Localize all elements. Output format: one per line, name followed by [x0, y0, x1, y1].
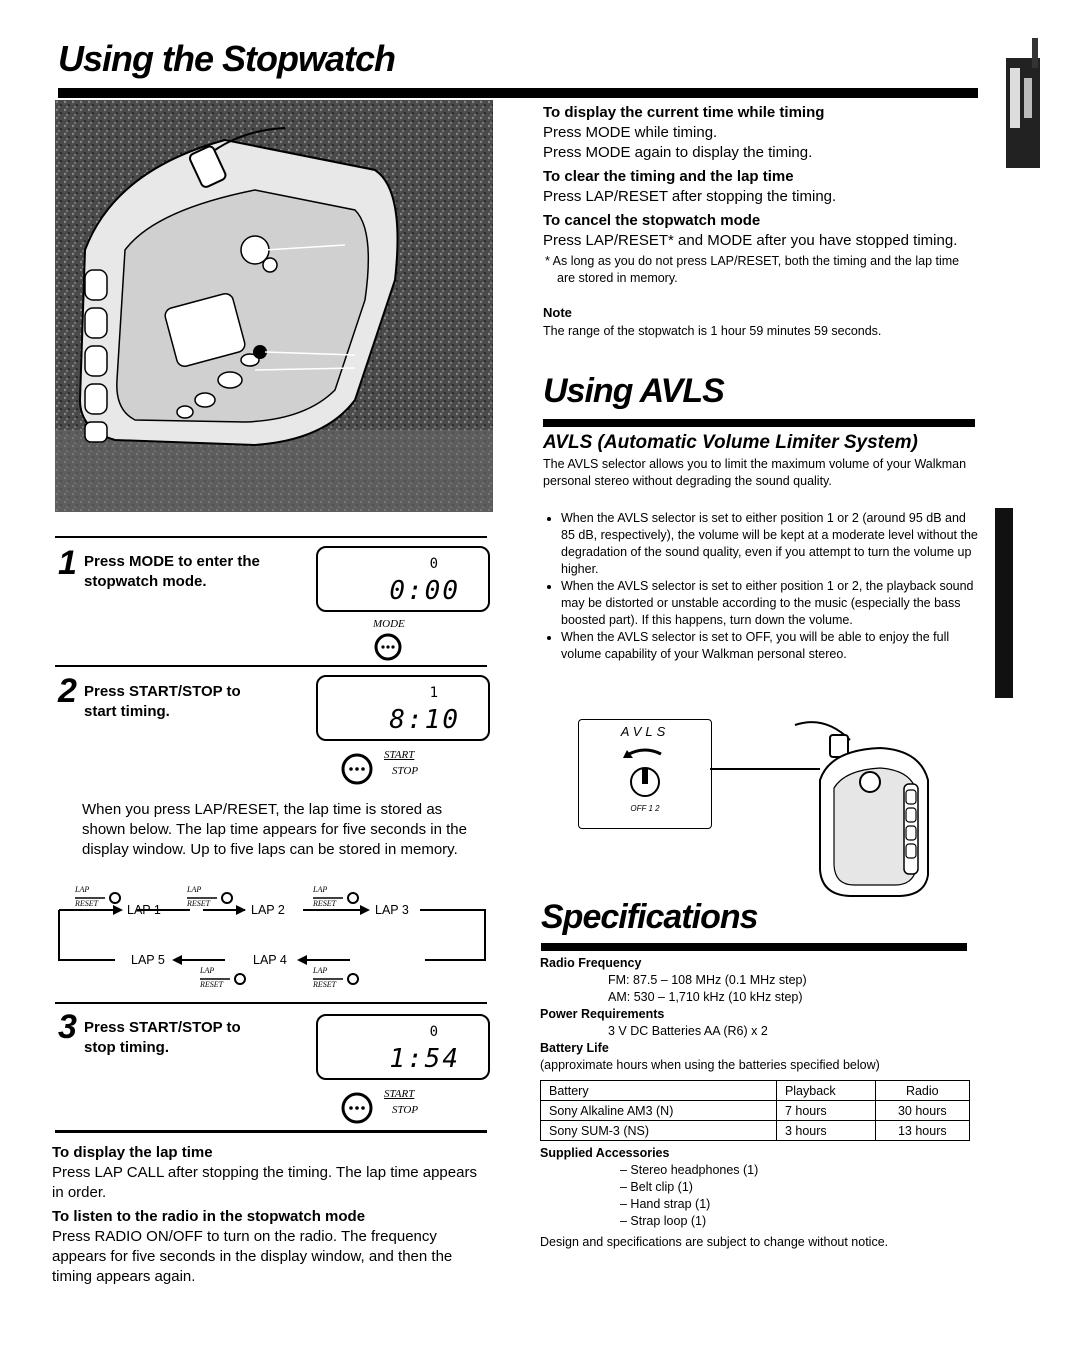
note-body: The range of the stopwatch is 1 hour 59 minutes 59 seconds.: [543, 324, 882, 338]
lap-3-label: LAP 3: [375, 903, 409, 917]
table-row: [541, 1121, 970, 1141]
disclaimer: Design and specifications are subject to change without notice.: [540, 1235, 889, 1249]
display-step-3: [316, 1014, 490, 1080]
lap-cycle-diagram: [55, 882, 490, 992]
table-header: Playback: [776, 1081, 875, 1101]
display-top-1: 0: [429, 556, 438, 572]
table-cell: Sony SUM-3 (NS): [541, 1121, 777, 1141]
start-stop-button-icon-2: [340, 752, 374, 791]
step-rule-2: [55, 665, 487, 667]
avls-rule: [543, 419, 975, 427]
footnote: * As long as you do not press LAP/RESET, both the timing and the lap time are stored in memory.: [545, 254, 960, 285]
mode-button-label: MODE: [373, 618, 405, 630]
svg-text:LAP: LAP: [187, 885, 202, 894]
left-bottom-sections: [52, 1143, 492, 1287]
battery-life-heading: Battery Life: [540, 1041, 609, 1055]
svg-text:LAP: LAP: [313, 885, 328, 894]
cancel-body: Press LAP/RESET* and MODE after you have stopped timing.: [543, 232, 958, 249]
svg-text:RESET: RESET: [313, 980, 337, 989]
edge-black-strip: [995, 508, 1013, 698]
radio-freq-heading: Radio Frequency: [540, 956, 642, 970]
avls-bullets: [543, 510, 983, 663]
svg-text:RESET: RESET: [200, 980, 224, 989]
lap-5-label: LAP 5: [131, 953, 165, 967]
table-cell: 30 hours: [875, 1101, 969, 1121]
table-cell: Sony Alkaline AM3 (N): [541, 1101, 777, 1121]
page-title: Using the Stopwatch: [58, 38, 396, 79]
specs-title: Specifications: [541, 898, 758, 936]
display-main-2: 8:10: [389, 705, 460, 735]
step-rule-3: [55, 1002, 487, 1004]
accessory-item: – Strap loop (1): [620, 1214, 707, 1228]
step-number-2: 2: [58, 672, 77, 710]
svg-text:LAP: LAP: [200, 966, 215, 975]
lap-1-label: LAP 1: [127, 903, 161, 917]
step-text-1: Press MODE to enter the stopwatch mode.: [84, 553, 260, 590]
step-text-3: Press START/STOP to stop timing.: [84, 1019, 241, 1056]
table-header-row: [541, 1081, 970, 1101]
power-value: 3 V DC Batteries AA (R6) x 2: [608, 1024, 768, 1038]
battery-note: (approximate hours when using the batteries specified below): [540, 1058, 880, 1072]
lap-time-body: Press LAP CALL after stopping the timing. The lap time appears in order.: [52, 1164, 477, 1201]
avls-knob-icon: [619, 744, 671, 804]
avls-bullet-2: • When the AVLS selector is set to either position 1 or 2, the playback sound may be distorted or unstable according to the music (especially the bass boosted part). If this happens, turn down the volume.: [561, 578, 983, 629]
step-number-1: 1: [58, 544, 77, 582]
stop-label-2: STOP: [392, 765, 419, 777]
current-time-body: Press MODE while timing. Press MODE again to display the timing.: [543, 124, 813, 161]
fm-range: FM: 87.5 – 108 MHz (0.1 MHz step): [608, 973, 807, 987]
table-row: [541, 1101, 970, 1121]
accessories-heading: Supplied Accessories: [540, 1146, 670, 1160]
avls-title: Using AVLS: [543, 372, 724, 410]
svg-text:RESET: RESET: [75, 899, 99, 908]
accessory-item: – Stereo headphones (1): [620, 1163, 759, 1177]
avls-switch-positions: OFF 1 2: [630, 804, 660, 813]
clear-heading: To clear the timing and the lap time: [543, 168, 794, 185]
battery-table: [540, 1080, 970, 1141]
walkman-side-illustration: [790, 720, 940, 900]
start-stop-button-icon-3: [340, 1091, 374, 1130]
table-header: Radio: [875, 1081, 969, 1101]
table-header: Battery: [541, 1081, 777, 1101]
display-step-1: [316, 546, 490, 612]
edge-tab-art: [998, 38, 1042, 178]
right-stopwatch-sections: [543, 103, 973, 340]
step-text-2: Press START/STOP to start timing.: [84, 683, 241, 720]
avls-bullet-3: • When the AVLS selector is set to OFF, you will be able to enjoy the full volume capability of your Walkman personal stereo.: [561, 629, 983, 663]
avls-switch-panel: [578, 719, 712, 829]
clear-body: Press LAP/RESET after stopping the timing.: [543, 188, 837, 205]
cancel-heading: To cancel the stopwatch mode: [543, 212, 761, 229]
svg-text:LAP: LAP: [313, 966, 328, 975]
start-label-2: START: [384, 749, 415, 761]
display-top-2: 1: [429, 685, 438, 701]
table-cell: 13 hours: [875, 1121, 969, 1141]
table-cell: 3 hours: [776, 1121, 875, 1141]
start-label-3: START: [384, 1088, 415, 1100]
power-heading: Power Requirements: [540, 1007, 665, 1021]
svg-text:RESET: RESET: [313, 899, 337, 908]
accessory-item: – Belt clip (1): [620, 1180, 693, 1194]
specs-body: [540, 955, 980, 1251]
current-time-heading: To display the current time while timing: [543, 104, 825, 121]
avls-switch-label: AVLS: [620, 724, 670, 739]
radio-heading: To listen to the radio in the stopwatch mode: [52, 1208, 366, 1225]
display-main-3: 1:54: [389, 1044, 460, 1074]
display-step-2: [316, 675, 490, 741]
lap-2-label: LAP 2: [251, 903, 285, 917]
walkman-photo: [55, 100, 493, 512]
mode-button-icon: [373, 632, 403, 667]
radio-body: Press RADIO ON/OFF to turn on the radio. The frequency appears for five seconds in the display window, and then the timing appears again.: [52, 1228, 453, 1285]
stop-label-3: STOP: [392, 1104, 419, 1116]
step-number-3: 3: [58, 1008, 77, 1046]
display-top-3: 0: [429, 1024, 438, 1040]
note-heading: Note: [543, 305, 572, 320]
step-rule-4: [55, 1130, 487, 1133]
avls-subtitle: AVLS (Automatic Volume Limiter System): [543, 432, 918, 453]
accessory-item: – Hand strap (1): [620, 1197, 711, 1211]
svg-text:RESET: RESET: [187, 899, 211, 908]
table-cell: 7 hours: [776, 1101, 875, 1121]
avls-bullet-1: • When the AVLS selector is set to either position 1 or 2 (around 95 dB and 85 dB, respectively), the volume will be kept at a moderate level without the degradation of the sound quality, even if you attempt to turn the volume up higher.: [561, 510, 983, 578]
avls-intro: The AVLS selector allows you to limit the maximum volume of your Walkman personal stereo without degrading the sound quality.: [543, 457, 967, 488]
lap-4-label: LAP 4: [253, 953, 287, 967]
svg-text:LAP: LAP: [75, 885, 90, 894]
step-rule-1: [55, 536, 487, 538]
lap-time-heading: To display the lap time: [52, 1144, 213, 1161]
title-rule: [58, 88, 978, 98]
specs-rule: [541, 943, 967, 951]
lap-paragraph: When you press LAP/RESET, the lap time is stored as shown below. The lap time appears for five seconds in the display window. Up to five laps can be stored in memory.: [82, 801, 467, 858]
am-range: AM: 530 – 1,710 kHz (10 kHz step): [608, 990, 803, 1004]
display-main-1: 0:00: [389, 576, 460, 606]
